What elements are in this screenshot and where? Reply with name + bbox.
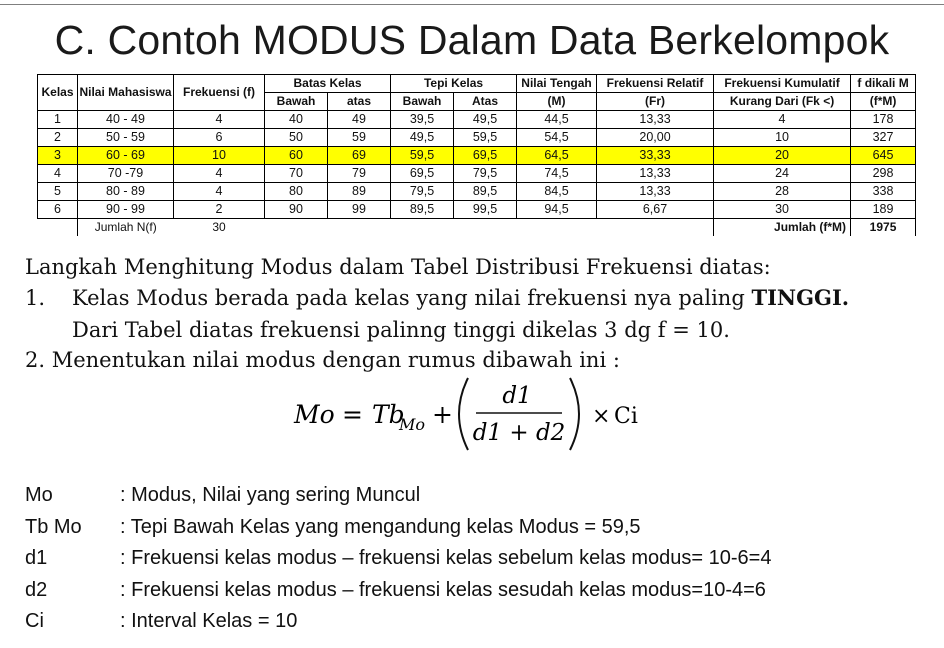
legend-desc: : Tepi Bawah Kelas yang mengandung kelas Modus = 59,5 <box>120 515 641 538</box>
legend-item <box>25 606 771 638</box>
legend-term: Tb Mo <box>25 515 82 538</box>
table-row <box>38 111 916 129</box>
cell-tepi-atas: 99,5 <box>454 201 517 219</box>
cell-kelas: 1 <box>38 111 78 129</box>
cell-nilai-tengah: 54,5 <box>517 129 597 147</box>
table-row <box>38 183 916 201</box>
top-divider <box>0 4 944 5</box>
cell-frekuensi-relatif: 33,33 <box>597 147 714 165</box>
frequency-table <box>37 74 916 236</box>
header-batas-kelas: Batas Kelas <box>265 75 391 93</box>
cell-nilai: 50 - 59 <box>78 129 174 147</box>
table-row <box>38 165 916 183</box>
header-batas-bawah: Bawah <box>265 93 328 111</box>
step-1-bold: TINGGI. <box>751 285 850 310</box>
cell-kelas: 4 <box>38 165 78 183</box>
cell-batas-atas: 49 <box>328 111 391 129</box>
steps-intro: Langkah Menghitung Modus dalam Tabel Distribusi Frekuensi diatas: <box>25 255 771 279</box>
cell-tepi-bawah: 59,5 <box>391 147 454 165</box>
header-f-dikali-m: f dikali M <box>851 75 916 93</box>
cell-frekuensi-relatif: 6,67 <box>597 201 714 219</box>
step-2: 2. Menentukan nilai modus dengan rumus dibawah ini : <box>25 348 620 372</box>
cell-kelas: 2 <box>38 129 78 147</box>
cell-nilai: 70 -79 <box>78 165 174 183</box>
header-tepi-atas: Atas <box>454 93 517 111</box>
legend-desc: : Frekuensi kelas modus – frekuensi kelas sesudah kelas modus=10-4=6 <box>120 578 766 601</box>
cell-batas-bawah: 80 <box>265 183 328 201</box>
formula-equals: = <box>342 400 363 429</box>
cell-f-dikali-m: 298 <box>851 165 916 183</box>
cell-frekuensi: 4 <box>174 165 265 183</box>
legend-desc: : Modus, Nilai yang sering Muncul <box>120 484 421 506</box>
cell-kelas: 3 <box>38 147 78 165</box>
cell-nilai-tengah: 74,5 <box>517 165 597 183</box>
cell-f-dikali-m: 189 <box>851 201 916 219</box>
cell-frekuensi: 10 <box>174 147 265 165</box>
cell-f-dikali-m: 338 <box>851 183 916 201</box>
cell-kelas: 6 <box>38 201 78 219</box>
cell-f-dikali-m: 645 <box>851 147 916 165</box>
table-total-row <box>38 219 916 237</box>
cell-tepi-bawah: 79,5 <box>391 183 454 201</box>
cell-tepi-bawah: 89,5 <box>391 201 454 219</box>
legend-term: Mo <box>25 484 53 506</box>
cell-frekuensi: 4 <box>174 111 265 129</box>
header-frekuensi-relatif: Frekuensi Relatif <box>597 75 714 93</box>
cell-nilai-tengah: 64,5 <box>517 147 597 165</box>
cell-tepi-atas: 89,5 <box>454 183 517 201</box>
header-tepi-kelas: Tepi Kelas <box>391 75 517 93</box>
total-fm-label: Jumlah (f*M) <box>714 219 851 237</box>
cell-nilai: 90 - 99 <box>78 201 174 219</box>
cell-nilai-tengah: 84,5 <box>517 183 597 201</box>
formula-svg <box>292 372 652 454</box>
header-f-dikali-m-sub: (f*M) <box>851 93 916 111</box>
cell-frekuensi-relatif: 20,00 <box>597 129 714 147</box>
total-value: 30 <box>174 219 265 237</box>
cell-nilai-tengah: 44,5 <box>517 111 597 129</box>
header-nilai-tengah: Nilai Tengah <box>517 75 597 93</box>
cell-batas-bawah: 70 <box>265 165 328 183</box>
legend-desc: : Interval Kelas = 10 <box>120 610 298 632</box>
header-nilai-mahasiswa: Nilai Mahasiswa <box>78 75 174 111</box>
cell-batas-bawah: 50 <box>265 129 328 147</box>
legend-item <box>25 543 771 575</box>
header-frekuensi: Frekuensi (f) <box>174 75 265 111</box>
cell-tepi-bawah: 69,5 <box>391 165 454 183</box>
cell-frekuensi-kumulatif: 10 <box>714 129 851 147</box>
cell-nilai: 60 - 69 <box>78 147 174 165</box>
cell-frekuensi-kumulatif: 4 <box>714 111 851 129</box>
table-row-highlighted <box>38 147 916 165</box>
cell-frekuensi: 4 <box>174 183 265 201</box>
formula-lhs: Mo <box>294 400 335 429</box>
legend-term: Ci <box>25 610 44 632</box>
header-frekuensi-kumulatif: Frekuensi Kumulatif <box>714 75 851 93</box>
cell-frekuensi-relatif: 13,33 <box>597 165 714 183</box>
cell-frekuensi: 6 <box>174 129 265 147</box>
formula-times: × <box>592 404 611 429</box>
legend-item <box>25 575 771 607</box>
step-1-number: 1. <box>25 286 46 310</box>
cell-nilai: 40 - 49 <box>78 111 174 129</box>
cell-frekuensi-kumulatif: 20 <box>714 147 851 165</box>
formula-left-paren <box>459 378 468 450</box>
header-nilai-tengah-sub: (M) <box>517 93 597 111</box>
total-label: Jumlah N(f) <box>78 219 174 237</box>
step-1-detail: Dari Tabel diatas frekuensi palinng tinggi dikelas 3 dg f = 10. <box>72 318 730 342</box>
header-batas-atas: atas <box>328 93 391 111</box>
cell-frekuensi-kumulatif: 30 <box>714 201 851 219</box>
cell-tepi-atas: 49,5 <box>454 111 517 129</box>
step-1-text: Kelas Modus berada pada kelas yang nilai frekuensi nya paling <box>72 286 752 310</box>
formula-plus: + <box>432 400 453 429</box>
legend-desc: : Frekuensi kelas modus – frekuensi kelas sebelum kelas modus= 10-6=4 <box>120 547 772 569</box>
formula-tb: Tb <box>372 400 405 429</box>
cell-frekuensi-kumulatif: 24 <box>714 165 851 183</box>
formula-denominator: d1 + d2 <box>472 420 566 446</box>
table-header-row <box>38 75 916 93</box>
legend-term: d1 <box>25 547 48 569</box>
cell-f-dikali-m: 178 <box>851 111 916 129</box>
formula-numerator: d1 <box>502 383 532 409</box>
formula-tb-subscript: Mo <box>399 415 426 434</box>
step-1 <box>25 283 849 313</box>
cell-frekuensi: 2 <box>174 201 265 219</box>
cell-nilai-tengah: 94,5 <box>517 201 597 219</box>
cell-batas-bawah: 40 <box>265 111 328 129</box>
table-row <box>38 129 916 147</box>
formula-right-paren <box>570 378 579 450</box>
cell-tepi-bawah: 39,5 <box>391 111 454 129</box>
cell-batas-atas: 99 <box>328 201 391 219</box>
cell-batas-atas: 79 <box>328 165 391 183</box>
cell-batas-atas: 69 <box>328 147 391 165</box>
cell-tepi-atas: 59,5 <box>454 129 517 147</box>
header-frekuensi-relatif-sub: (Fr) <box>597 93 714 111</box>
legend-item <box>25 480 771 512</box>
total-fm-value: 1975 <box>851 219 916 237</box>
header-kelas: Kelas <box>38 75 78 111</box>
header-tepi-bawah: Bawah <box>391 93 454 111</box>
cell-frekuensi-relatif: 13,33 <box>597 183 714 201</box>
cell-frekuensi-kumulatif: 28 <box>714 183 851 201</box>
legend-item <box>25 512 771 544</box>
legend-term: d2 <box>25 578 48 601</box>
cell-f-dikali-m: 327 <box>851 129 916 147</box>
cell-tepi-atas: 69,5 <box>454 147 517 165</box>
cell-tepi-bawah: 49,5 <box>391 129 454 147</box>
cell-nilai: 80 - 89 <box>78 183 174 201</box>
cell-frekuensi-relatif: 13,33 <box>597 111 714 129</box>
table-row <box>38 201 916 219</box>
cell-kelas: 5 <box>38 183 78 201</box>
cell-batas-atas: 89 <box>328 183 391 201</box>
page-title: C. Contoh MODUS Dalam Data Berkelompok <box>54 17 890 63</box>
header-frekuensi-kumulatif-sub: Kurang Dari (Fk <) <box>714 93 851 111</box>
cell-tepi-atas: 79,5 <box>454 165 517 183</box>
cell-batas-atas: 59 <box>328 129 391 147</box>
cell-batas-bawah: 60 <box>265 147 328 165</box>
symbol-legend <box>25 480 771 638</box>
modus-formula <box>292 372 652 459</box>
cell-batas-bawah: 90 <box>265 201 328 219</box>
formula-ci: Ci <box>614 404 638 429</box>
